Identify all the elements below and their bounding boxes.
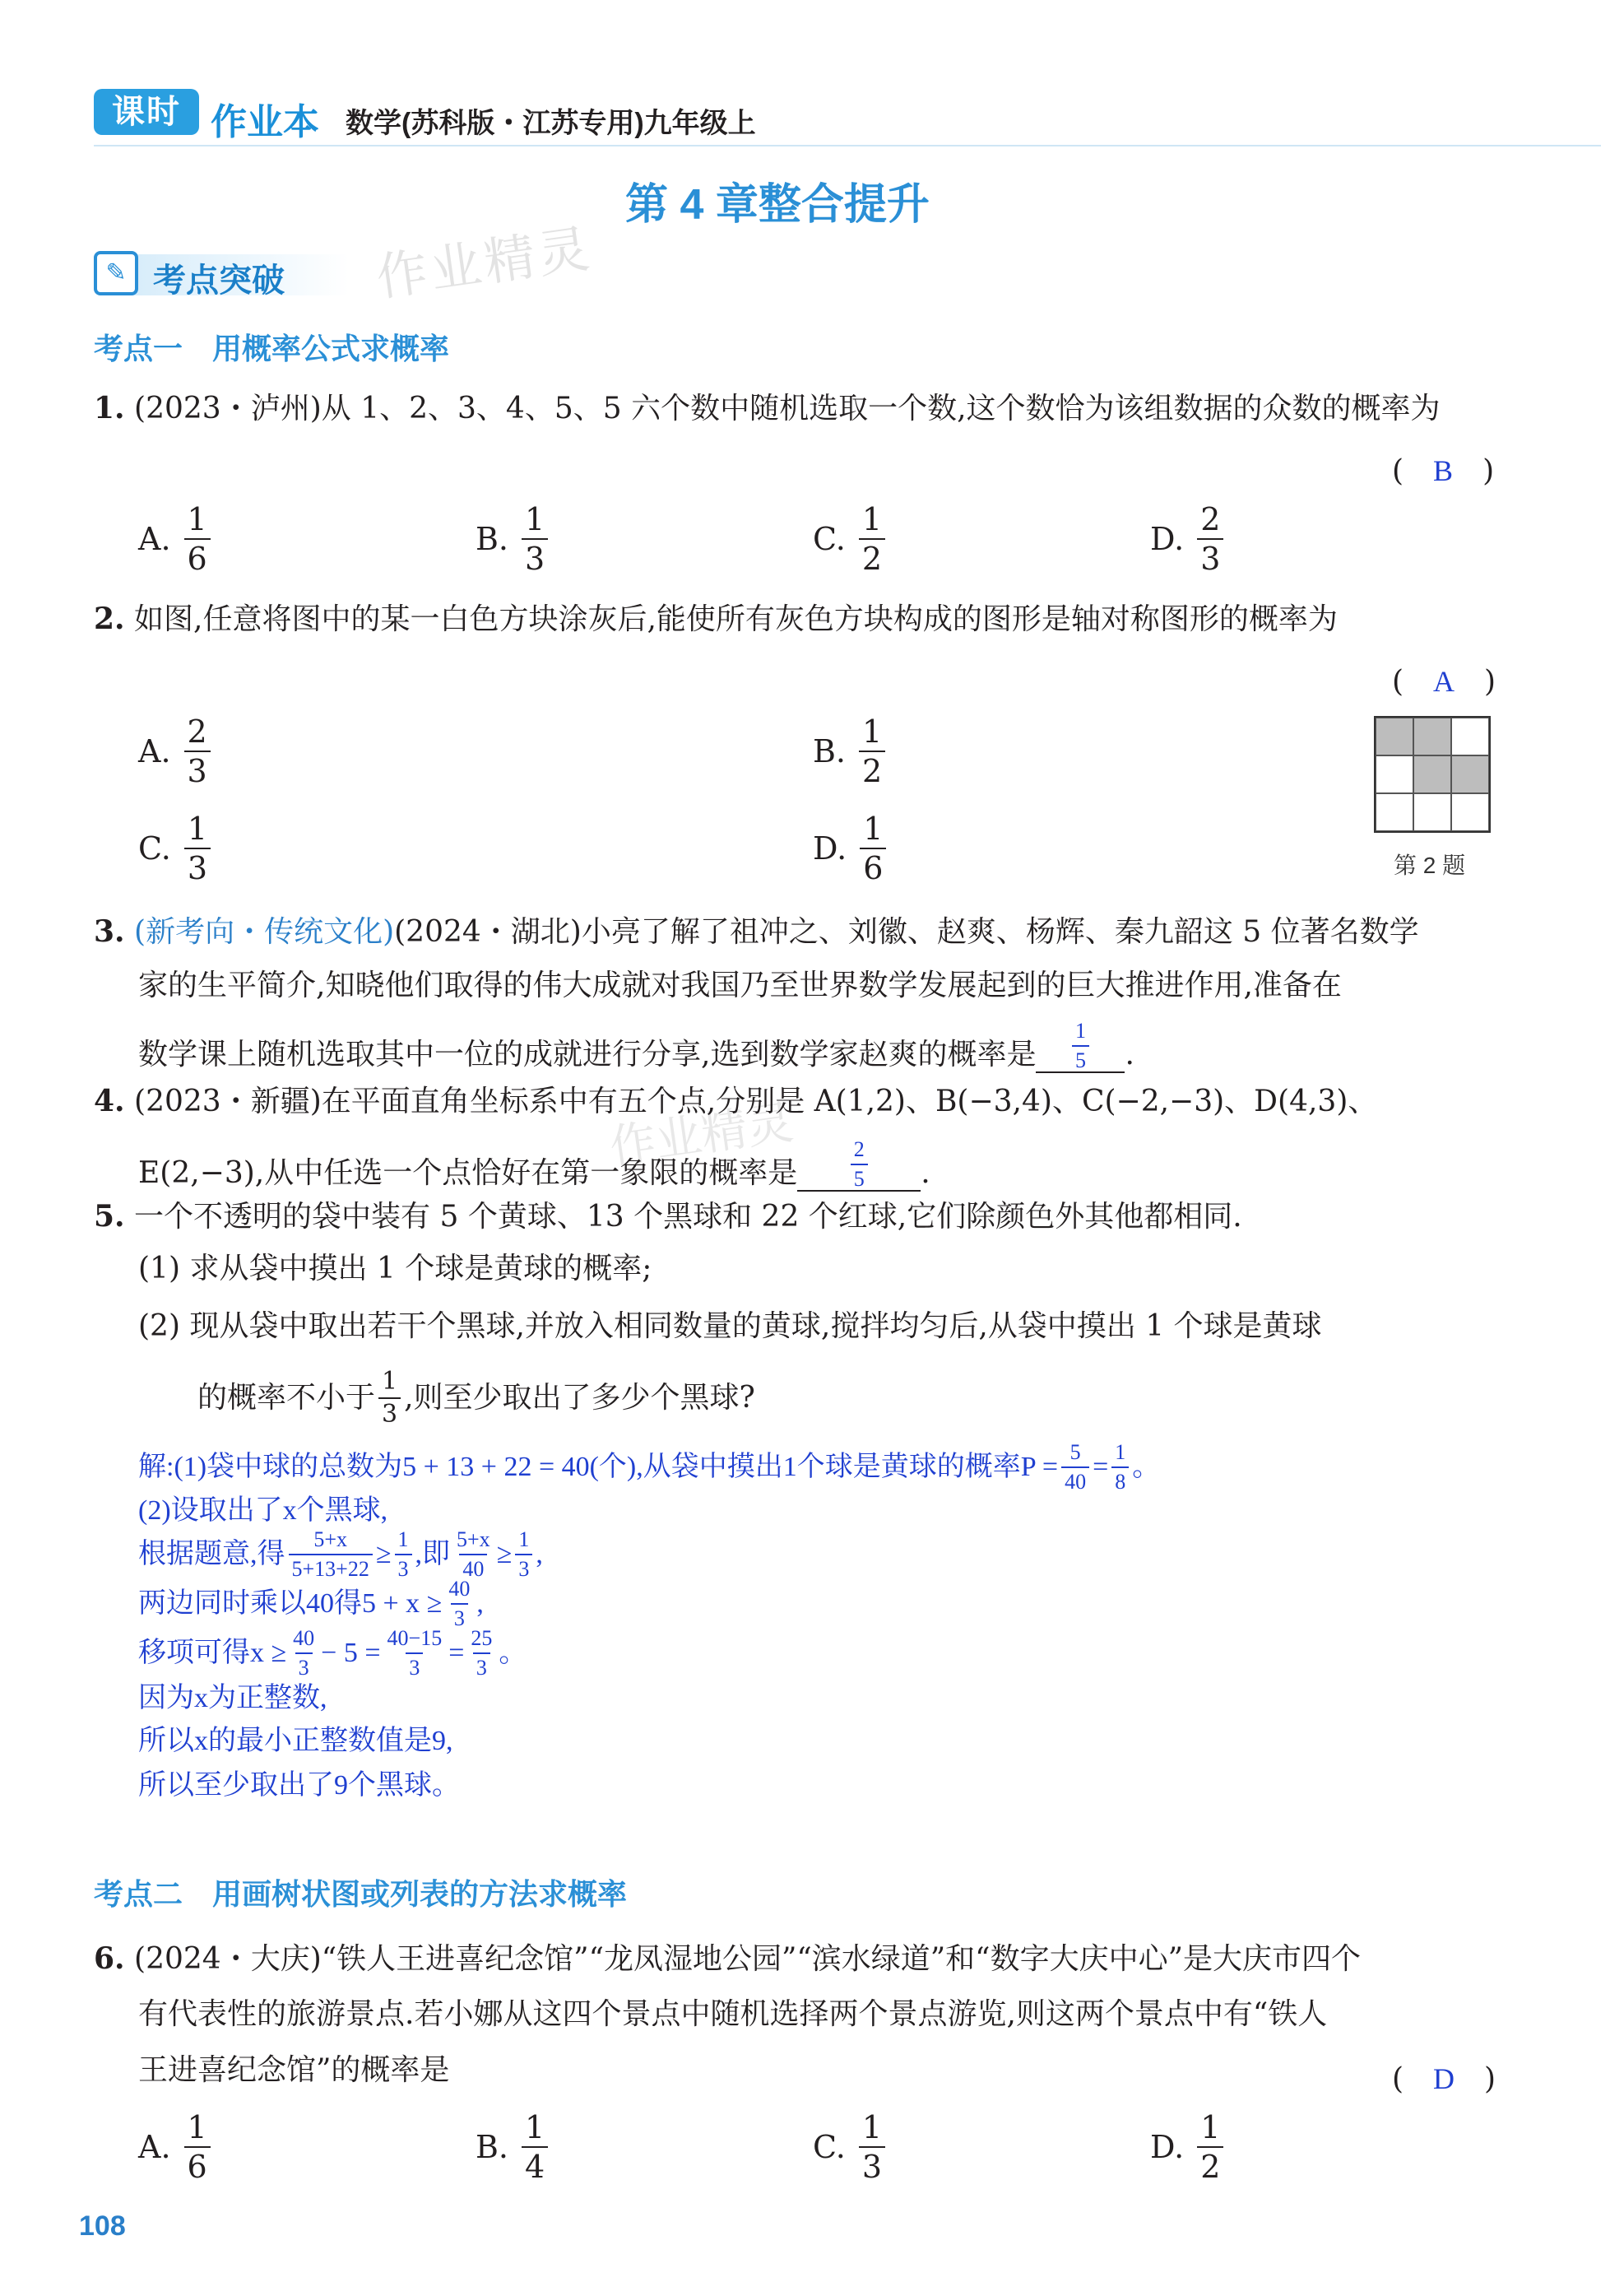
- question-tag: (新考向・传统文化): [134, 915, 395, 949]
- answer-choice: A: [1433, 665, 1455, 698]
- sub-question: (2) 现从袋中取出若干个黑球,并放入相同数量的黄球,搅拌均匀后,从袋中摸出 1 个球是黄球: [138, 1309, 1322, 1343]
- solution-line: 两边同时乘以40得5 + x ≥ $\frac{40}{3}$ ,: [138, 1577, 484, 1630]
- option-d: D. $\frac{2}{3}$: [1150, 504, 1227, 574]
- answer-paren: ( A ): [1392, 665, 1496, 699]
- option-c: C. $\frac{1}{2}$: [813, 504, 889, 574]
- answer-choice: D: [1433, 2062, 1455, 2095]
- figure-caption: 第 2 题: [1394, 853, 1466, 878]
- question-number: 5.: [94, 1199, 125, 1234]
- watermark: 作业精灵: [373, 220, 596, 307]
- solution-line: 因为x为正整数,: [138, 1683, 327, 1713]
- question-number: 3.: [94, 914, 125, 949]
- question-3-line: 数学课上随机选取其中一位的成就进行分享,选到数学家赵爽的概率是 $\frac{1}{5}$ .: [138, 1019, 1134, 1072]
- edit-icon: ✎: [94, 251, 138, 295]
- question-6: 6. (2024・大庆)“铁人王进喜纪念馆”“龙凤湿地公园”“滨水绿道”和“数字大庆中心”是大庆市四个: [94, 1941, 1361, 1976]
- sub-question-line: 的概率不小于 $\frac{1}{3}$ ,则至少取出了多少个黑球?: [197, 1367, 755, 1429]
- solution-line: 所以至少取出了9个黑球。: [138, 1770, 460, 1801]
- grid-cell: [1451, 718, 1489, 755]
- grid-cell: [1376, 793, 1413, 831]
- solution-line: (2)设取出了x个黑球,: [138, 1495, 388, 1526]
- option-b: B. $\frac{1}{3}$: [476, 504, 551, 574]
- section-tag: [94, 249, 341, 300]
- grid-figure: [1374, 716, 1491, 833]
- answer-blank: $\frac{2}{5}$: [797, 1139, 921, 1192]
- option-a: A. $\frac{1}{6}$: [138, 2112, 214, 2182]
- solution-line: 解:(1)袋中球的总数为5 + 13 + 22 = 40(个),从袋中摸出1个球是黄球的概率P = $\frac{5}{40}$ = $\frac{1}{8}$ 。: [138, 1440, 1161, 1494]
- page-number: 108: [79, 2210, 126, 2242]
- chapter-title: 第 4 章整合提升: [625, 181, 930, 229]
- question-text: 如图,任意将图中的某一白色方块涂灰后,能使所有灰色方块构成的图形是轴对称图形的概率为: [134, 602, 1338, 636]
- grid-cell: [1413, 755, 1451, 793]
- answer-choice: B: [1433, 454, 1454, 487]
- option-b: B. $\frac{1}{2}$: [813, 716, 889, 787]
- question-6-line: 王进喜纪念馆”的概率是: [138, 2053, 450, 2087]
- grid-cell: [1413, 718, 1451, 755]
- header-divider: [94, 145, 1601, 146]
- question-4-line: E(2,−3),从中任选一个点恰好在第一象限的概率是 $\frac{2}{5}$ .: [138, 1137, 930, 1191]
- book-title: 作业本: [211, 102, 319, 142]
- option-d: D. $\frac{1}{2}$: [1150, 2112, 1227, 2182]
- topic-heading: 考点一 用概率公式求概率: [94, 332, 450, 365]
- question-4: 4. (2023・新疆)在平面直角坐标系中有五个点,分别是 A(1,2)、B(−3,4)、C(−2,−3)、D(4,3)、: [94, 1084, 1378, 1118]
- brand-logo: 课时: [94, 89, 199, 135]
- grid-cell: [1451, 793, 1489, 831]
- watermark: 作业精灵: [606, 1095, 796, 1174]
- question-1: [94, 390, 1441, 427]
- answer-paren: ( B ): [1392, 454, 1495, 488]
- question-number: 6.: [94, 1941, 125, 1976]
- sub-question: (1) 求从袋中摸出 1 个球是黄球的概率;: [138, 1252, 652, 1285]
- question-3: 3. (新考向・传统文化)(2024・湖北)小亮了解了祖冲之、刘徽、赵爽、杨辉、秦九韶这 5 位著名数学: [94, 914, 1419, 949]
- section-tag-label: 考点突破: [153, 263, 285, 299]
- option-d: D. $\frac{1}{6}$: [813, 813, 889, 884]
- option-c: C. $\frac{1}{3}$: [138, 813, 214, 884]
- question-number: 4.: [94, 1084, 125, 1118]
- grid-cell: [1413, 793, 1451, 831]
- answer-blank: $\frac{1}{5}$: [1036, 1020, 1125, 1073]
- topic-heading: 考点二 用画树状图或列表的方法求概率: [94, 1877, 628, 1911]
- question-number: 2.: [94, 602, 125, 636]
- solution-line: 所以x的最小正整数值是9,: [138, 1726, 453, 1756]
- option-a: A. $\frac{2}{3}$: [138, 716, 214, 787]
- option-b: B. $\frac{1}{4}$: [476, 2112, 551, 2182]
- question-text: (2023・泸州)从 1、2、3、4、5、5 六个数中随机选取一个数,这个数恰为该组数据的众数的概率为: [134, 392, 1441, 425]
- option-a: A. $\frac{1}{6}$: [138, 504, 214, 574]
- grid-cell: [1451, 755, 1489, 793]
- question-5: 5. 一个不透明的袋中装有 5 个黄球、13 个黑球和 22 个红球,它们除颜色外其他都相同.: [94, 1199, 1242, 1234]
- question-3-line: 家的生平简介,知晓他们取得的伟大成就对我国乃至世界数学发展起到的巨大推进作用,准备在: [138, 969, 1342, 1002]
- question-number: 1.: [94, 391, 125, 425]
- solution-line: 根据题意,得 $\frac{5+x}{5+13+22}$ ≥ $\frac{1}{3}$ ,即 $\frac{5+x}{40}$ ≥ $\frac{1}{3}$ ,: [138, 1527, 543, 1581]
- solution-line: 移项可得x ≥ $\frac{40}{3}$ − 5 = $\frac{40-15}{3}$ = $\frac{25}{3}$ 。: [138, 1626, 527, 1680]
- subject-line: 数学(苏科版・江苏专用)九年级上: [346, 108, 756, 139]
- answer-paren: ( D ): [1392, 2062, 1496, 2096]
- question-2: [94, 601, 1338, 638]
- grid-cell: [1376, 755, 1413, 793]
- grid-cell: [1376, 718, 1413, 755]
- question-6-line: 有代表性的旅游景点.若小娜从这四个景点中随机选择两个景点游览,则这两个景点中有“铁人: [138, 1997, 1328, 2031]
- option-c: C. $\frac{1}{3}$: [813, 2112, 889, 2182]
